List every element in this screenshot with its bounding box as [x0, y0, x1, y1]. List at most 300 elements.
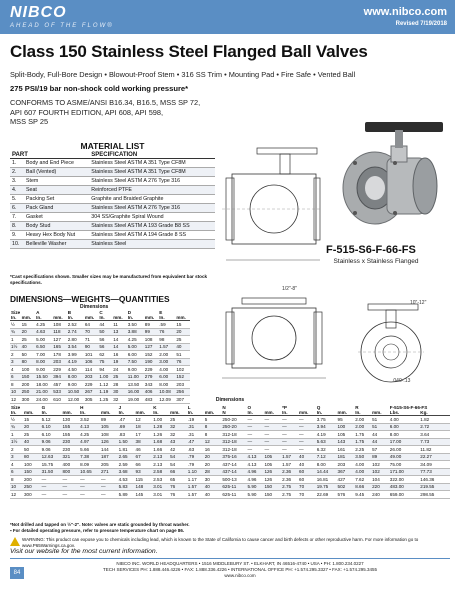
table-cell: .79 — [187, 461, 204, 469]
top-view-drawing — [222, 288, 326, 386]
dimension-group-header: N — [222, 405, 226, 410]
table-cell: 100 — [23, 461, 41, 469]
table-cell: 307 — [175, 396, 190, 404]
material-note: *Cast specifications shown. Smaller sizes may be manufactured from equivalent bar stock specifications. — [10, 274, 208, 285]
table-cell: 2 — [10, 351, 21, 359]
table-cell: 610 — [52, 396, 67, 404]
table-cell: 1.57 — [158, 343, 175, 351]
table-cell: 152 — [144, 351, 159, 359]
table-cell: 71 — [84, 336, 99, 344]
table-cell: 12 — [10, 396, 21, 404]
table-cell: 127 — [144, 343, 159, 351]
table-cell: 200 — [23, 476, 41, 484]
table-cell: 305 — [84, 396, 99, 404]
material-num: 6. — [10, 204, 24, 213]
material-spec: 304 SS/Graphite Spiral Wound — [89, 213, 215, 222]
table-cell: 40 — [204, 483, 222, 491]
table-cell: 46 — [135, 446, 153, 454]
table-cell: 6.10 — [41, 423, 62, 431]
table-cell: 50 — [98, 328, 112, 336]
dimension-unit-header: In. — [247, 410, 264, 416]
table-cell: 5.00 — [127, 343, 144, 351]
table-cell: 250-20 — [221, 423, 246, 431]
material-part: Packing Set — [24, 195, 89, 204]
table-cell: 2.00 — [354, 423, 371, 431]
dimension-unit-header: mm. — [84, 315, 99, 321]
table-cell: 2.36 — [281, 468, 298, 476]
table-cell: 1.19 — [98, 388, 112, 396]
note-pressure: ▪ For detailed operating pressure, refer to pressure temperature chart on page 86. — [10, 528, 185, 533]
material-part: Stem — [24, 177, 89, 186]
table-cell: 12 — [10, 491, 23, 499]
table-cell: 25 — [23, 431, 41, 439]
table-cell: 10 — [10, 388, 21, 396]
table-cell: 15 — [23, 416, 41, 424]
table-cell: — — [281, 438, 298, 446]
dimension-unit-header: mm. — [204, 410, 222, 416]
table-cell: 105 — [337, 431, 355, 439]
table-cell: 2.53 — [152, 476, 169, 484]
table-cell: 483.00 — [389, 483, 420, 491]
material-spec: Stainless Steel ASTM A 276 Type 316 — [89, 204, 215, 213]
table-cell: 8.66 — [354, 483, 371, 491]
material-row — [10, 195, 215, 204]
table-cell: 4.25 — [35, 321, 52, 329]
table-cell: 2.13 — [152, 453, 169, 461]
table-cell: 5.00 — [35, 336, 52, 344]
dimension-unit-header: mm. — [298, 410, 316, 416]
table-cell: 576 — [337, 491, 355, 499]
dimension-unit-header: In. — [79, 410, 100, 416]
table-cell: 105 — [263, 453, 281, 461]
table-cell: — — [247, 438, 264, 446]
table-cell: 43 — [169, 438, 187, 446]
table-cell: — — [281, 416, 298, 424]
table-row — [10, 336, 190, 344]
table-cell: 312-18 — [221, 438, 246, 446]
dimension-unit-header: mm. — [52, 315, 67, 321]
table-cell: 8.09 — [79, 461, 100, 469]
pressure-rating: 275 PSI/19 bar non-shock cold working pressure* — [10, 84, 189, 93]
table-cell: 11.00 — [127, 373, 144, 381]
page-number: 84 — [10, 567, 24, 579]
table-cell: ¾ — [10, 328, 21, 336]
table-cell: 4.25 — [127, 336, 144, 344]
table-cell: 16.00 — [127, 388, 144, 396]
table-cell: 200 — [21, 381, 36, 389]
dimension-unit-header: In. — [158, 315, 175, 321]
table-cell: 8 — [204, 431, 222, 439]
table-cell: 5.89 — [118, 491, 135, 499]
table-cell: 321 — [61, 453, 79, 461]
table-cell: 66 — [169, 468, 187, 476]
table-cell: 102 — [371, 468, 389, 476]
table-cell: 2.75 — [281, 483, 298, 491]
table-cell: 66 — [135, 461, 153, 469]
table-row — [10, 373, 190, 381]
table-cell: — — [79, 476, 100, 484]
table-cell: 4.50 — [67, 366, 84, 374]
table-cell: ½ — [10, 321, 21, 329]
material-num: 2. — [10, 168, 24, 177]
table-cell: 298.55 — [419, 491, 450, 499]
dimension-unit-header: mm. — [61, 410, 79, 416]
material-num: 8. — [10, 222, 24, 231]
table-row — [10, 321, 190, 329]
table-cell: 3.99 — [67, 351, 84, 359]
table-cell: — — [41, 491, 62, 499]
table-cell: 127 — [52, 336, 67, 344]
table-cell: 32 — [169, 423, 187, 431]
table-cell: 502 — [337, 483, 355, 491]
table-cell: 76 — [169, 483, 187, 491]
table-cell: 50 — [21, 351, 36, 359]
table-cell: 8 — [10, 381, 21, 389]
table-cell: 6.00 — [389, 423, 420, 431]
table-cell: 1.57 — [281, 461, 298, 469]
table-cell: 75 — [98, 358, 112, 366]
dimensions-table-2 — [10, 405, 450, 499]
table-cell: 203 — [337, 461, 355, 469]
table-cell: 106 — [84, 358, 99, 366]
table-cell: 80 — [23, 453, 41, 461]
table-cell: 6.32 — [316, 446, 337, 454]
table-cell: 17.00 — [389, 438, 420, 446]
table-cell: 20 — [21, 328, 36, 336]
table-cell: 146.36 — [419, 476, 450, 484]
table-cell: 76 — [175, 358, 190, 366]
nibco-logo: NIBCO — [10, 4, 67, 21]
table-cell: 8 — [204, 423, 222, 431]
table-cell: 1 — [10, 431, 23, 439]
conformance-block — [10, 98, 210, 127]
table-row — [10, 491, 450, 499]
table-cell: 75.00 — [389, 461, 420, 469]
table-cell: 3 — [10, 358, 21, 366]
table-cell: 22.27 — [419, 453, 450, 461]
table-cell: 108 — [100, 431, 118, 439]
table-cell: 1.66 — [152, 446, 169, 454]
table-cell: 187 — [100, 453, 118, 461]
table-cell: — — [298, 431, 316, 439]
table-cell: 26.00 — [389, 446, 420, 454]
table-cell: 4.13 — [79, 423, 100, 431]
table-cell: 8.00 — [158, 381, 175, 389]
dimension-unit-header: mm. — [175, 315, 190, 321]
material-part: Pack Gland — [24, 204, 89, 213]
table-cell: 38 — [135, 438, 153, 446]
table-cell: — — [281, 446, 298, 454]
material-spec: Stainless Steel ASTM A 351 Type CF8M — [89, 159, 215, 168]
table-cell: 181 — [337, 453, 355, 461]
table-row — [10, 468, 450, 476]
table-cell: 40 — [23, 438, 41, 446]
table-cell: 60 — [298, 468, 316, 476]
table-cell: 152 — [175, 373, 190, 381]
table-cell: 10 — [10, 483, 23, 491]
material-spec: Stainless Steel ASTM A 193 Grade B8 SS — [89, 222, 215, 231]
table-row — [10, 351, 190, 359]
table-cell: — — [79, 491, 100, 499]
table-cell: 1.82 — [419, 416, 450, 424]
table-cell: 2.13 — [152, 461, 169, 469]
table-cell: 2.72 — [419, 423, 450, 431]
table-cell: 1.28 — [152, 423, 169, 431]
material-row — [10, 231, 215, 240]
table-cell: 3.88 — [127, 328, 144, 336]
dimension-unit-header: In. — [152, 410, 169, 416]
table-cell: 5.90 — [247, 483, 264, 491]
table-cell: 2.80 — [67, 336, 84, 344]
dimension-unit-header: In. — [35, 315, 52, 321]
table-cell: 130 — [61, 416, 79, 424]
size-range-label: 1/2"-8" — [282, 286, 297, 292]
table-cell: 3.01 — [152, 483, 169, 491]
table-cell: 4.97 — [79, 438, 100, 446]
table-row — [10, 358, 190, 366]
table-cell: 2.00 — [158, 351, 175, 359]
side-section-drawing — [222, 142, 322, 282]
table-cell: 70 — [84, 328, 99, 336]
table-cell: 8.00 — [389, 431, 420, 439]
table-cell: 20 — [23, 423, 41, 431]
table-cell: 12.00 — [67, 396, 84, 404]
table-cell: 34.09 — [419, 461, 450, 469]
table-cell: 4.53 — [118, 476, 135, 484]
table-cell: 4.00 — [354, 461, 371, 469]
table-cell: 100 — [21, 366, 36, 374]
material-part: Heavy Hex Body Nut — [24, 231, 89, 240]
valve-photo — [325, 108, 447, 236]
table-cell: 143 — [337, 438, 355, 446]
table-cell: 165 — [52, 343, 67, 351]
table-cell: 49.00 — [389, 453, 420, 461]
table-cell: — — [61, 476, 79, 484]
table-cell: 150 — [263, 491, 281, 499]
table-cell: .79 — [187, 453, 204, 461]
table-cell: 230 — [61, 438, 79, 446]
warning-text: WARNING: This product can expose you to chemicals including lead, which is known to the State of California to cause cancer and birth defects or other reproductive harm. For more information go to www.P65Warnings.ca.gov. — [22, 537, 419, 548]
table-cell: 16 — [204, 446, 222, 454]
table-cell: 108 — [52, 321, 67, 329]
table-cell: 40 — [204, 491, 222, 499]
note-drilling: *Not drilled and tapped on ½"-2". Note: valves are static grounded by throat washer. — [10, 522, 190, 527]
table-row — [10, 461, 450, 469]
table-cell: 10.50 — [67, 388, 84, 396]
table-cell: 126 — [100, 438, 118, 446]
table-cell: 1.00 — [152, 416, 169, 424]
table-cell: 54 — [169, 453, 187, 461]
table-cell: 148 — [135, 483, 153, 491]
table-cell: 279 — [144, 373, 159, 381]
dimension-unit-header: In. — [98, 315, 112, 321]
dimensions-table-1 — [10, 310, 190, 404]
table-cell: — — [100, 483, 118, 491]
table-cell: 3.75 — [316, 416, 337, 424]
table-cell: 5.12 — [41, 416, 62, 424]
footer-site[interactable]: www.nibco.com — [224, 573, 256, 578]
table-cell: — — [61, 483, 79, 491]
table-cell: 8.00 — [67, 373, 84, 381]
table-cell: 9.45 — [354, 491, 371, 499]
table-cell: 89 — [371, 453, 389, 461]
table-cell: 1.75 — [354, 431, 371, 439]
table-cell: 250 — [21, 388, 36, 396]
table-cell: 76 — [169, 491, 187, 499]
material-list-title: MATERIAL LIST — [80, 141, 145, 151]
table-cell: 105 — [100, 423, 118, 431]
table-cell: 104 — [371, 476, 389, 484]
dimension-group-header: Size — [11, 405, 21, 410]
dimension-unit-header: mm. — [112, 315, 127, 321]
material-row — [10, 177, 215, 186]
table-cell: 44 — [371, 431, 389, 439]
material-spec: Graphite and Braided Graphite — [89, 195, 215, 204]
table-row — [10, 388, 190, 396]
table-cell: 5.83 — [118, 483, 135, 491]
footer-contact — [90, 561, 390, 579]
table-cell: 13 — [112, 328, 127, 336]
material-part: Body and End Piece — [24, 159, 89, 168]
table-cell: — — [298, 416, 316, 424]
table-cell: 30 — [204, 476, 222, 484]
table-cell: — — [298, 423, 316, 431]
table-cell: 101 — [84, 351, 99, 359]
table-cell: 3.50 — [127, 321, 144, 329]
material-spec: Reinforced PTFE — [89, 186, 215, 195]
material-spec: Stainless Steel ASTM A 351 Type CF8M — [89, 168, 215, 177]
table-cell: 406 — [144, 388, 159, 396]
table-cell: — — [263, 438, 281, 446]
table-cell: 2.75 — [281, 491, 298, 499]
table-cell: 9.00 — [127, 366, 144, 374]
material-part: Seat — [24, 186, 89, 195]
large-size-label: 10"-12" — [410, 300, 427, 306]
conformance-line: CONFORMS TO ASME/ANSI B16.34, B16.5, MSS SP 72, — [10, 98, 201, 107]
dimension-group-header: J — [118, 405, 122, 410]
table-cell: 99 — [144, 328, 159, 336]
table-cell: 4.96 — [247, 476, 264, 484]
table-cell: 5 — [204, 416, 222, 424]
material-row — [10, 186, 215, 195]
table-row — [10, 483, 450, 491]
table-cell: 300 — [23, 491, 41, 499]
dimension-unit-header: In. — [354, 410, 371, 416]
table-cell: 2.74 — [67, 328, 84, 336]
table-cell: 67 — [135, 453, 153, 461]
table-cell: 40 — [298, 453, 316, 461]
table-cell: 14.44 — [316, 468, 337, 476]
table-cell: 51 — [371, 423, 389, 431]
table-cell: 90 — [84, 343, 99, 351]
table-row — [10, 416, 450, 424]
table-cell: 4.96 — [247, 468, 264, 476]
table-cell: 18.00 — [35, 381, 52, 389]
table-notes — [10, 522, 450, 534]
table-cell: 1.17 — [187, 476, 204, 484]
table-row — [10, 343, 190, 351]
material-row — [10, 204, 215, 213]
table-cell: 115 — [135, 476, 153, 484]
table-cell: 5.66 — [79, 446, 100, 454]
dimension-unit-header: Kg. — [419, 410, 450, 416]
table-cell: 64 — [84, 321, 99, 329]
table-cell: 10.65 — [79, 468, 100, 476]
table-cell: 60 — [298, 476, 316, 484]
material-num: 10. — [10, 240, 24, 249]
table-row — [10, 381, 190, 389]
table-cell: 1.57 — [281, 453, 298, 461]
table-cell: 1½ — [10, 438, 23, 446]
table-cell: 54 — [169, 461, 187, 469]
table-cell: 2 — [10, 446, 23, 454]
table-row — [10, 328, 190, 336]
table-cell: 21.00 — [35, 388, 52, 396]
dimension-unit-header: mm. — [263, 410, 281, 416]
table-cell: 394 — [52, 373, 67, 381]
table-cell: — — [247, 423, 264, 431]
material-row — [10, 240, 215, 249]
table-cell: 267 — [84, 388, 99, 396]
footer-address: NIBCO INC. WORLD HEADQUARTERS • 1516 MIDDLEBURY ST. • ELKHART, IN 46516-4740 • USA • PH: 1.800.234.0227 — [116, 561, 364, 566]
table-cell: — — [298, 446, 316, 454]
table-cell: 28 — [204, 468, 222, 476]
model-description: Stainless x Stainless Flanged — [333, 258, 419, 265]
table-cell: 50 — [23, 446, 41, 454]
table-row — [10, 366, 190, 374]
table-cell: 14 — [112, 343, 127, 351]
table-cell: .31 — [187, 431, 204, 439]
table-cell: 20 — [204, 461, 222, 469]
table-cell: .69 — [118, 423, 135, 431]
table-cell: 3.50 — [354, 453, 371, 461]
table-cell: 93 — [135, 468, 153, 476]
dimension-unit-header: mm. — [169, 410, 187, 416]
table-cell: 42 — [169, 446, 187, 454]
table-cell: 102 — [175, 366, 190, 374]
table-cell: 4.13 — [247, 461, 264, 469]
table-cell: — — [247, 446, 264, 454]
table-cell: 230 — [61, 446, 79, 454]
table-cell: 1.75 — [354, 438, 371, 446]
table-cell: 7.73 — [419, 438, 450, 446]
table-cell: 12.09 — [158, 396, 175, 404]
table-cell: 4.19 — [316, 431, 337, 439]
dimension-group-header: K — [153, 405, 157, 410]
dimension-unit-header: mm. — [21, 315, 36, 321]
dimension-group-header: E — [159, 310, 163, 315]
website-url[interactable]: www.nibco.com — [363, 6, 447, 18]
table-cell: 19 — [112, 358, 127, 366]
table-cell: .19 — [187, 416, 204, 424]
tagline: AHEAD OF THE FLOW® — [10, 23, 114, 29]
table-cell: 16.81 — [316, 476, 337, 484]
table-cell: 437-14 — [221, 468, 246, 476]
table-cell: 300 — [21, 396, 36, 404]
footer-divider — [10, 558, 450, 559]
dimension-group-header: B — [67, 310, 72, 315]
dimension-unit-header: mm. — [371, 410, 389, 416]
table-cell: 89 — [144, 321, 159, 329]
table-cell: 4.13 — [247, 453, 264, 461]
dimension-unit-header: In. — [41, 410, 62, 416]
table-cell: 1.00 — [98, 373, 112, 381]
table-cell: 4.00 — [389, 416, 420, 424]
material-row — [10, 222, 215, 231]
table-cell: — — [41, 476, 62, 484]
dimension-unit-header: mm. — [100, 410, 118, 416]
table-cell: 150 — [263, 483, 281, 491]
